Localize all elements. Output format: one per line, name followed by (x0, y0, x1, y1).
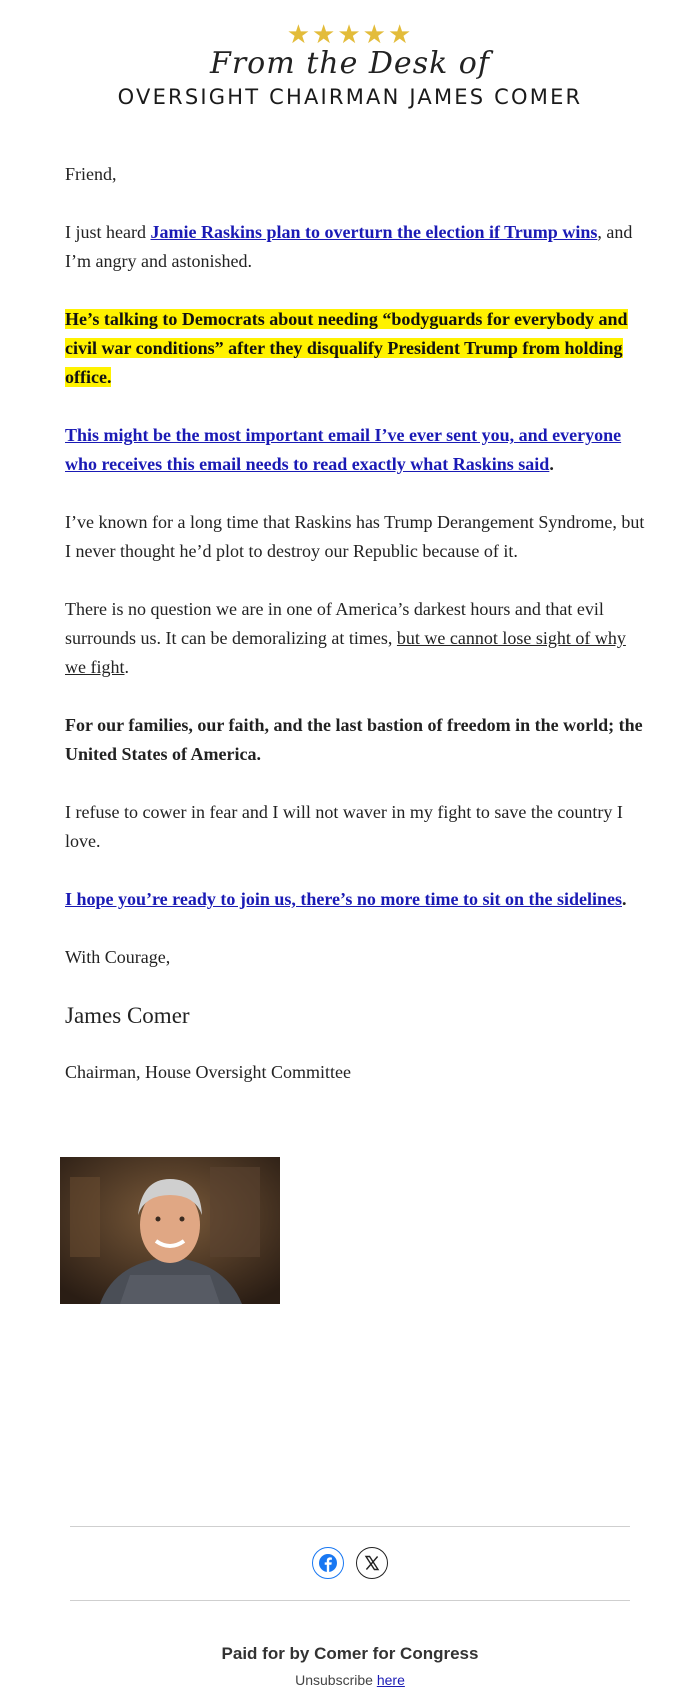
portrait-photo (60, 1157, 280, 1304)
facebook-icon[interactable] (312, 1547, 344, 1579)
join-us-link[interactable]: I hope you’re ready to join us, there’s no more time to sit on the sidelines (65, 889, 622, 909)
paragraph-5 (65, 595, 645, 682)
letter-body (65, 160, 645, 1113)
paid-for-notice: Paid for by Comer for Congress (221, 1644, 479, 1663)
closing: With Courage, (65, 947, 171, 967)
social-links (0, 1547, 700, 1579)
paragraph-8 (65, 885, 645, 914)
important-email-link[interactable]: This might be the most important email I’ve ever sent you, and everyone who receives this email needs to read exactly what Raskins said (65, 425, 622, 474)
chairman-heading: OVERSIGHT CHAIRMAN JAMES COMER (117, 85, 583, 109)
portrait-illustration (60, 1157, 280, 1304)
footer-divider-bottom (70, 1600, 630, 1601)
paragraph-2 (65, 305, 645, 392)
footer-divider-top (70, 1526, 630, 1527)
paragraph-3 (65, 421, 645, 479)
why-we-fight-text: but we cannot lose sight of why we fight (65, 628, 626, 677)
paragraph-1 (65, 218, 645, 276)
paragraph-8-tail: . (621, 889, 627, 909)
greeting: Friend, (65, 164, 117, 184)
paragraph-3-tail: . (549, 454, 554, 474)
highlighted-quote: He’s talking to Democrats about needing “bodyguards for everybody and civil war conditions” after they disqualify President Trump from holding office. (65, 309, 628, 387)
unsubscribe-link[interactable]: here (376, 1672, 405, 1688)
paragraph-5-lead: There is no question we are in one of America’s darkest hours and that evil surrounds us. It can be demoralizing at times, (65, 599, 604, 648)
raskins-plan-link[interactable]: Jamie Raskins plan to overturn the election if Trump wins (150, 222, 598, 242)
x-icon[interactable] (356, 1547, 388, 1579)
paragraph-1-tail: , and I’m angry and astonished. (65, 222, 633, 271)
signature-name: James Comer (65, 1003, 190, 1028)
paragraph-5-tail: . (124, 657, 129, 677)
unsubscribe-label: Unsubscribe (295, 1672, 377, 1688)
header-stars: ★★★★★ (286, 20, 414, 50)
paragraph-7: I refuse to cower in fear and I will not waver in my fight to save the country I love. (65, 802, 623, 851)
signature-block (65, 1001, 645, 1084)
unsubscribe-line (0, 1671, 700, 1689)
signature-title: Chairman, House Oversight Committee (65, 1062, 351, 1082)
paragraph-6: For our families, our faith, and the last bastion of freedom in the world; the United States of America. (65, 715, 643, 764)
paragraph-1-lead: I just heard (65, 222, 151, 242)
from-desk-heading: From the Desk of (210, 46, 490, 81)
paragraph-4: I’ve known for a long time that Raskins has Trump Derangement Syndrome, but I never thought he’d plot to destroy our Republic because of it. (65, 512, 645, 561)
